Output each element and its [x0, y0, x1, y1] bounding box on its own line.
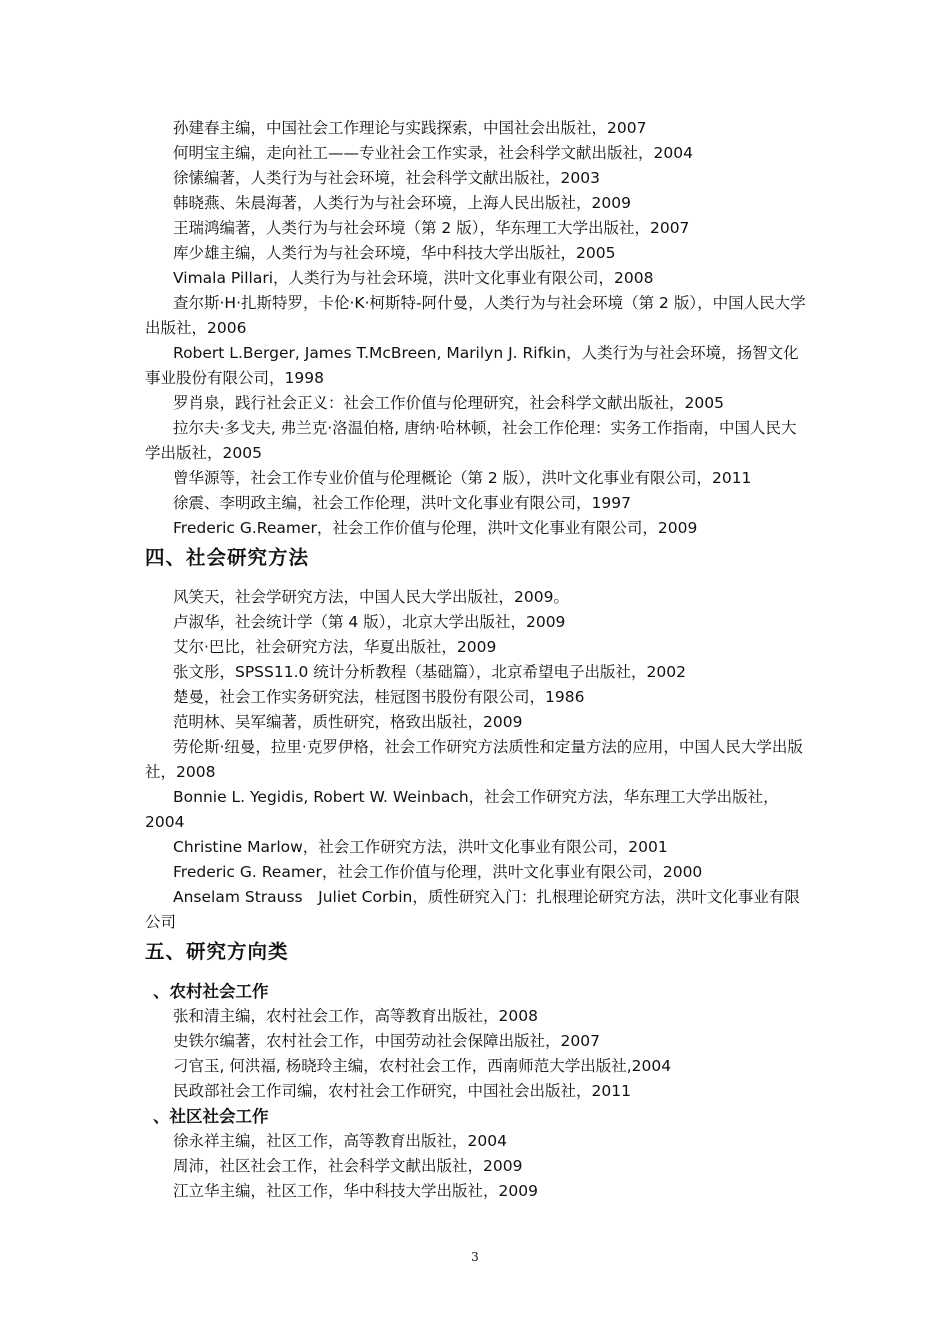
reference-entry: 楚曼，社会工作实务研究法，桂冠图书股份有限公司，1986	[173, 688, 585, 706]
reference-entry: 徐永祥主编，社区工作，高等教育出版社，2004	[173, 1132, 507, 1150]
reference-entry: Anselam Strauss Juliet Corbin，质性研究入门：扎根理论研究方法，洪叶文化事业有限公司	[145, 888, 800, 931]
rural-social-work-list	[145, 1004, 807, 1104]
reference-entry: 卢淑华，社会统计学（第 4 版），北京大学出版社，2009	[173, 613, 566, 631]
reference-entry: Christine Marlow，社会工作研究方法，洪叶文化事业有限公司，2001	[173, 838, 668, 856]
reference-entry: Frederic G.Reamer，社会工作价值与伦理，洪叶文化事业有限公司，2009	[173, 519, 698, 537]
reference-entry: 风笑天，社会学研究方法，中国人民大学出版社，2009。	[173, 588, 569, 606]
section-heading-research-directions: 五、研究方向类	[145, 940, 289, 963]
section-heading-research-methods: 四、社会研究方法	[145, 546, 310, 569]
reference-entry: 孙建春主编，中国社会工作理论与实践探索，中国社会出版社，2007	[173, 119, 647, 137]
reference-entry: 周沛，社区社会工作，社会科学文献出版社，2009	[173, 1157, 523, 1175]
reference-entry: 罗肖泉，践行社会正义：社会工作价值与伦理研究，社会科学文献出版社，2005	[173, 394, 724, 412]
reference-entry: Frederic G. Reamer，社会工作价值与伦理，洪叶文化事业有限公司，2000	[173, 863, 703, 881]
reference-entry: 徐愫编著，人类行为与社会环境，社会科学文献出版社，2003	[173, 169, 600, 187]
reference-entry: 刁官玉, 何洪福, 杨晓玲主编，农村社会工作，西南师范大学出版社,2004	[173, 1057, 672, 1075]
reference-entry: 徐震、李明政主编，社会工作伦理，洪叶文化事业有限公司，1997	[173, 494, 631, 512]
reference-entry: 劳伦斯·纽曼，拉里·克罗伊格，社会工作研究方法质性和定量方法的应用，中国人民大学出版社，2008	[145, 738, 803, 781]
reference-entry: 拉尔夫·多戈夫, 弗兰克·洛温伯格, 唐纳·哈林顿，社会工作伦理：实务工作指南，中国人民大学出版社，2005	[145, 419, 797, 462]
reference-entry: 民政部社会工作司编，农村社会工作研究，中国社会出版社，2011	[173, 1082, 631, 1100]
reference-entry: 艾尔·巴比，社会研究方法，华夏出版社，2009	[173, 638, 497, 656]
reference-entry: Vimala Pillari，人类行为与社会环境，洪叶文化事业有限公司，2008	[173, 269, 654, 287]
reference-entry: 江立华主编，社区工作，华中科技大学出版社，2009	[173, 1182, 538, 1200]
reference-entry: 张文彤，SPSS11.0 统计分析教程（基础篇），北京希望电子出版社，2002	[173, 663, 687, 681]
reference-entry: 查尔斯·H·扎斯特罗，卡伦·K·柯斯特-阿什曼，人类行为与社会环境（第 2 版），中国人民大学出版社，2006	[145, 294, 806, 337]
reference-entry: 范明林、吴军编著，质性研究，格致出版社，2009	[173, 713, 523, 731]
page-content	[145, 116, 807, 1204]
reference-entry: Bonnie L. Yegidis, Robert W. Weinbach，社会工作研究方法，华东理工大学出版社，2004	[145, 788, 779, 831]
reference-entry: 何明宝主编，走向社工——专业社会工作实录，社会科学文献出版社，2004	[173, 144, 693, 162]
page-number: 3	[471, 1250, 479, 1264]
reference-entry: 张和清主编，农村社会工作，高等教育出版社，2008	[173, 1007, 538, 1025]
section-3-list	[145, 116, 807, 541]
reference-entry: 库少雄主编，人类行为与社会环境，华中科技大学出版社，2005	[173, 244, 616, 262]
section-4-list	[145, 585, 807, 935]
reference-entry: 曾华源等，社会工作专业价值与伦理概论（第 2 版），洪叶文化事业有限公司，2011	[173, 469, 752, 487]
reference-entry: 韩晓燕、朱晨海著，人类行为与社会环境，上海人民出版社，2009	[173, 194, 631, 212]
subheading-rural-social-work: 、农村社会工作	[153, 982, 269, 1001]
subheading-community-social-work: 、社区社会工作	[153, 1107, 269, 1126]
reference-entry: 王瑞鸿编著，人类行为与社会环境（第 2 版），华东理工大学出版社，2007	[173, 219, 690, 237]
reference-entry: 史铁尔编著，农村社会工作，中国劳动社会保障出版社，2007	[173, 1032, 600, 1050]
reference-entry: Robert L.Berger, James T.McBreen, Marilyn J. Rifkin，人类行为与社会环境，扬智文化事业股份有限公司，1998	[145, 344, 799, 387]
community-social-work-list	[145, 1129, 807, 1204]
